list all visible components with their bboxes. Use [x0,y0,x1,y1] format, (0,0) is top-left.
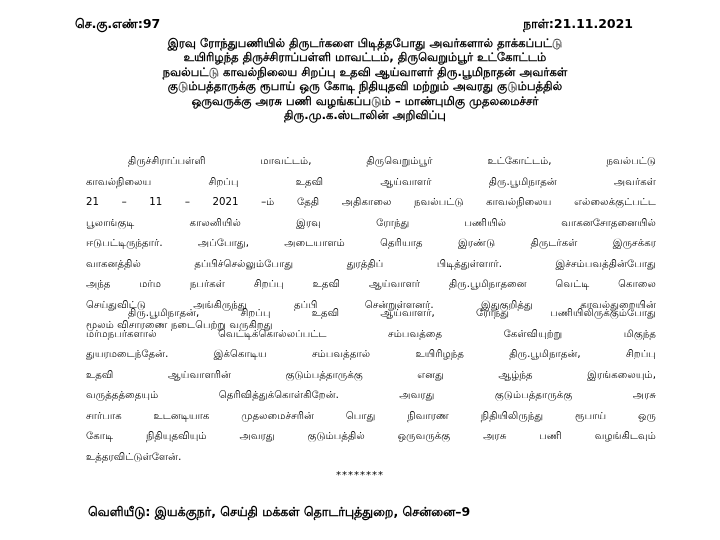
paragraph-line: கோடி நிதியுதவியும் அவரது குடும்பத்தில் ஒருவருக்கு அரசு பணி வழங்கிடவும் [86,431,656,442]
release-date: நாள்:21.11.2021 [523,16,633,31]
headline-line: குடும்பத்தாருக்கு ரூபாய் ஒரு கோடி நிதியுதவி மற்றும் அவரது குடும்பத்தில் [167,79,563,94]
headline-line: உயிரிழந்த திருச்சிராப்பள்ளி மாவட்டம், திருவெறும்பூர் உட்கோட்டம் [183,50,547,65]
paragraph-line: மர்மநபர்களால் வெட்டிக்கொல்லப்பட்ட சம்பவத்தை கேள்வியுற்று மிகுந்த [86,328,656,340]
paragraph-line: திருச்சிராப்பள்ளி மாவட்டம், திருவெறும்பூர் உட்கோட்டம், நவல்பட்டு [128,156,656,167]
paragraph-line: சார்பாக உடனடியாக முதலமைச்சரின் பொது நிவாரண நிதியிலிருந்து ரூபாய் ஒரு [86,410,656,422]
headline-line: இரவு ரோந்துபணியில் திருடர்களை பிடித்தபோது அவர்களால் தாக்கப்பட்டு [167,36,563,50]
paragraph-line: செய்துவிட்டு அங்கிருந்து தப்பி சென்றுள்ளனர். இதுகுறித்து காவல்துறையின் [86,299,656,311]
paragraph-line: மூலம் விசாரணை நடைபெற்று வருகிறது [86,320,273,331]
paragraph-line: காவல்நிலைய சிறப்பு உதவி ஆய்வாளர் திரு.பூமிநாதன் அவர்கள் [86,176,656,188]
paragraph-line: அந்த மர்ம நபர்கள் சிறப்பு உதவி ஆய்வாளர் திரு.பூமிநாதனை வெட்டி கொலை [86,279,656,290]
paragraph-line: துயரமடைந்தேன். இக்கொடிய சம்பவத்தால் உயிரிழந்த திரு.பூமிநாதன், சிறப்பு [86,349,656,360]
paragraph-line: உதவி ஆய்வாளரின் குடும்பத்தாருக்கு எனது ஆழ்ந்த இரங்கலையும், [86,369,656,381]
headline-line: நவல்பட்டு காவல்நிலைய சிறப்பு உதவி ஆய்வாளர் திரு.பூமிநாதன் அவர்கள் [162,64,568,79]
paragraph-line: 21 – 11 – 2021 –ம் தேதி அதிகாலை நவல்பட்டு காவல்நிலைய எல்லைக்குட்பட்ட [86,197,656,208]
end-mark: ******** [336,470,384,481]
paragraph-line: வாகனத்தில் தப்பிச்செல்லும்போது துரத்திப் பிடித்துள்ளார். இச்சம்பவத்தின்போது [86,258,656,270]
paragraph-line: வருத்தத்தையும் தெரிவித்துக்கொள்கிறேன். அவரது குடும்பத்தாருக்கு அரசு [86,390,656,401]
paragraph-line: பூலாங்குடி காலனியில் இரவு ரோந்து பணியில் வாகனசோதனையில் [86,217,656,229]
paragraph-line: ஈடுபட்டிருந்தார். அப்போது, அடையாளம் தெரியாத இரண்டு திருடர்கள் இருசக்கர [86,238,656,249]
reference-number: செ.கு.எண்:97 [75,16,161,31]
body-paragraph-2 [86,304,656,468]
publisher-footer: வெளியீடு: இயக்குநர், செய்தி மக்கள் தொடர்புத்துறை, சென்னை–9 [88,504,471,519]
headline-line: ஒருவருக்கு அரசு பணி வழங்கப்படும் – மாண்புமிகு முதலமைச்சர் [191,93,539,108]
paragraph-line: திரு.பூமிநாதன், சிறப்பு உதவி ஆய்வாளர், ரோந்து பணியிலிருக்கும்போது [128,308,656,319]
paragraph-line: உத்தரவிட்டுள்ளேன். [86,451,182,463]
headline [70,36,660,122]
headline-line: திரு.மு.க.ஸ்டாலின் அறிவிப்பு [284,108,446,123]
